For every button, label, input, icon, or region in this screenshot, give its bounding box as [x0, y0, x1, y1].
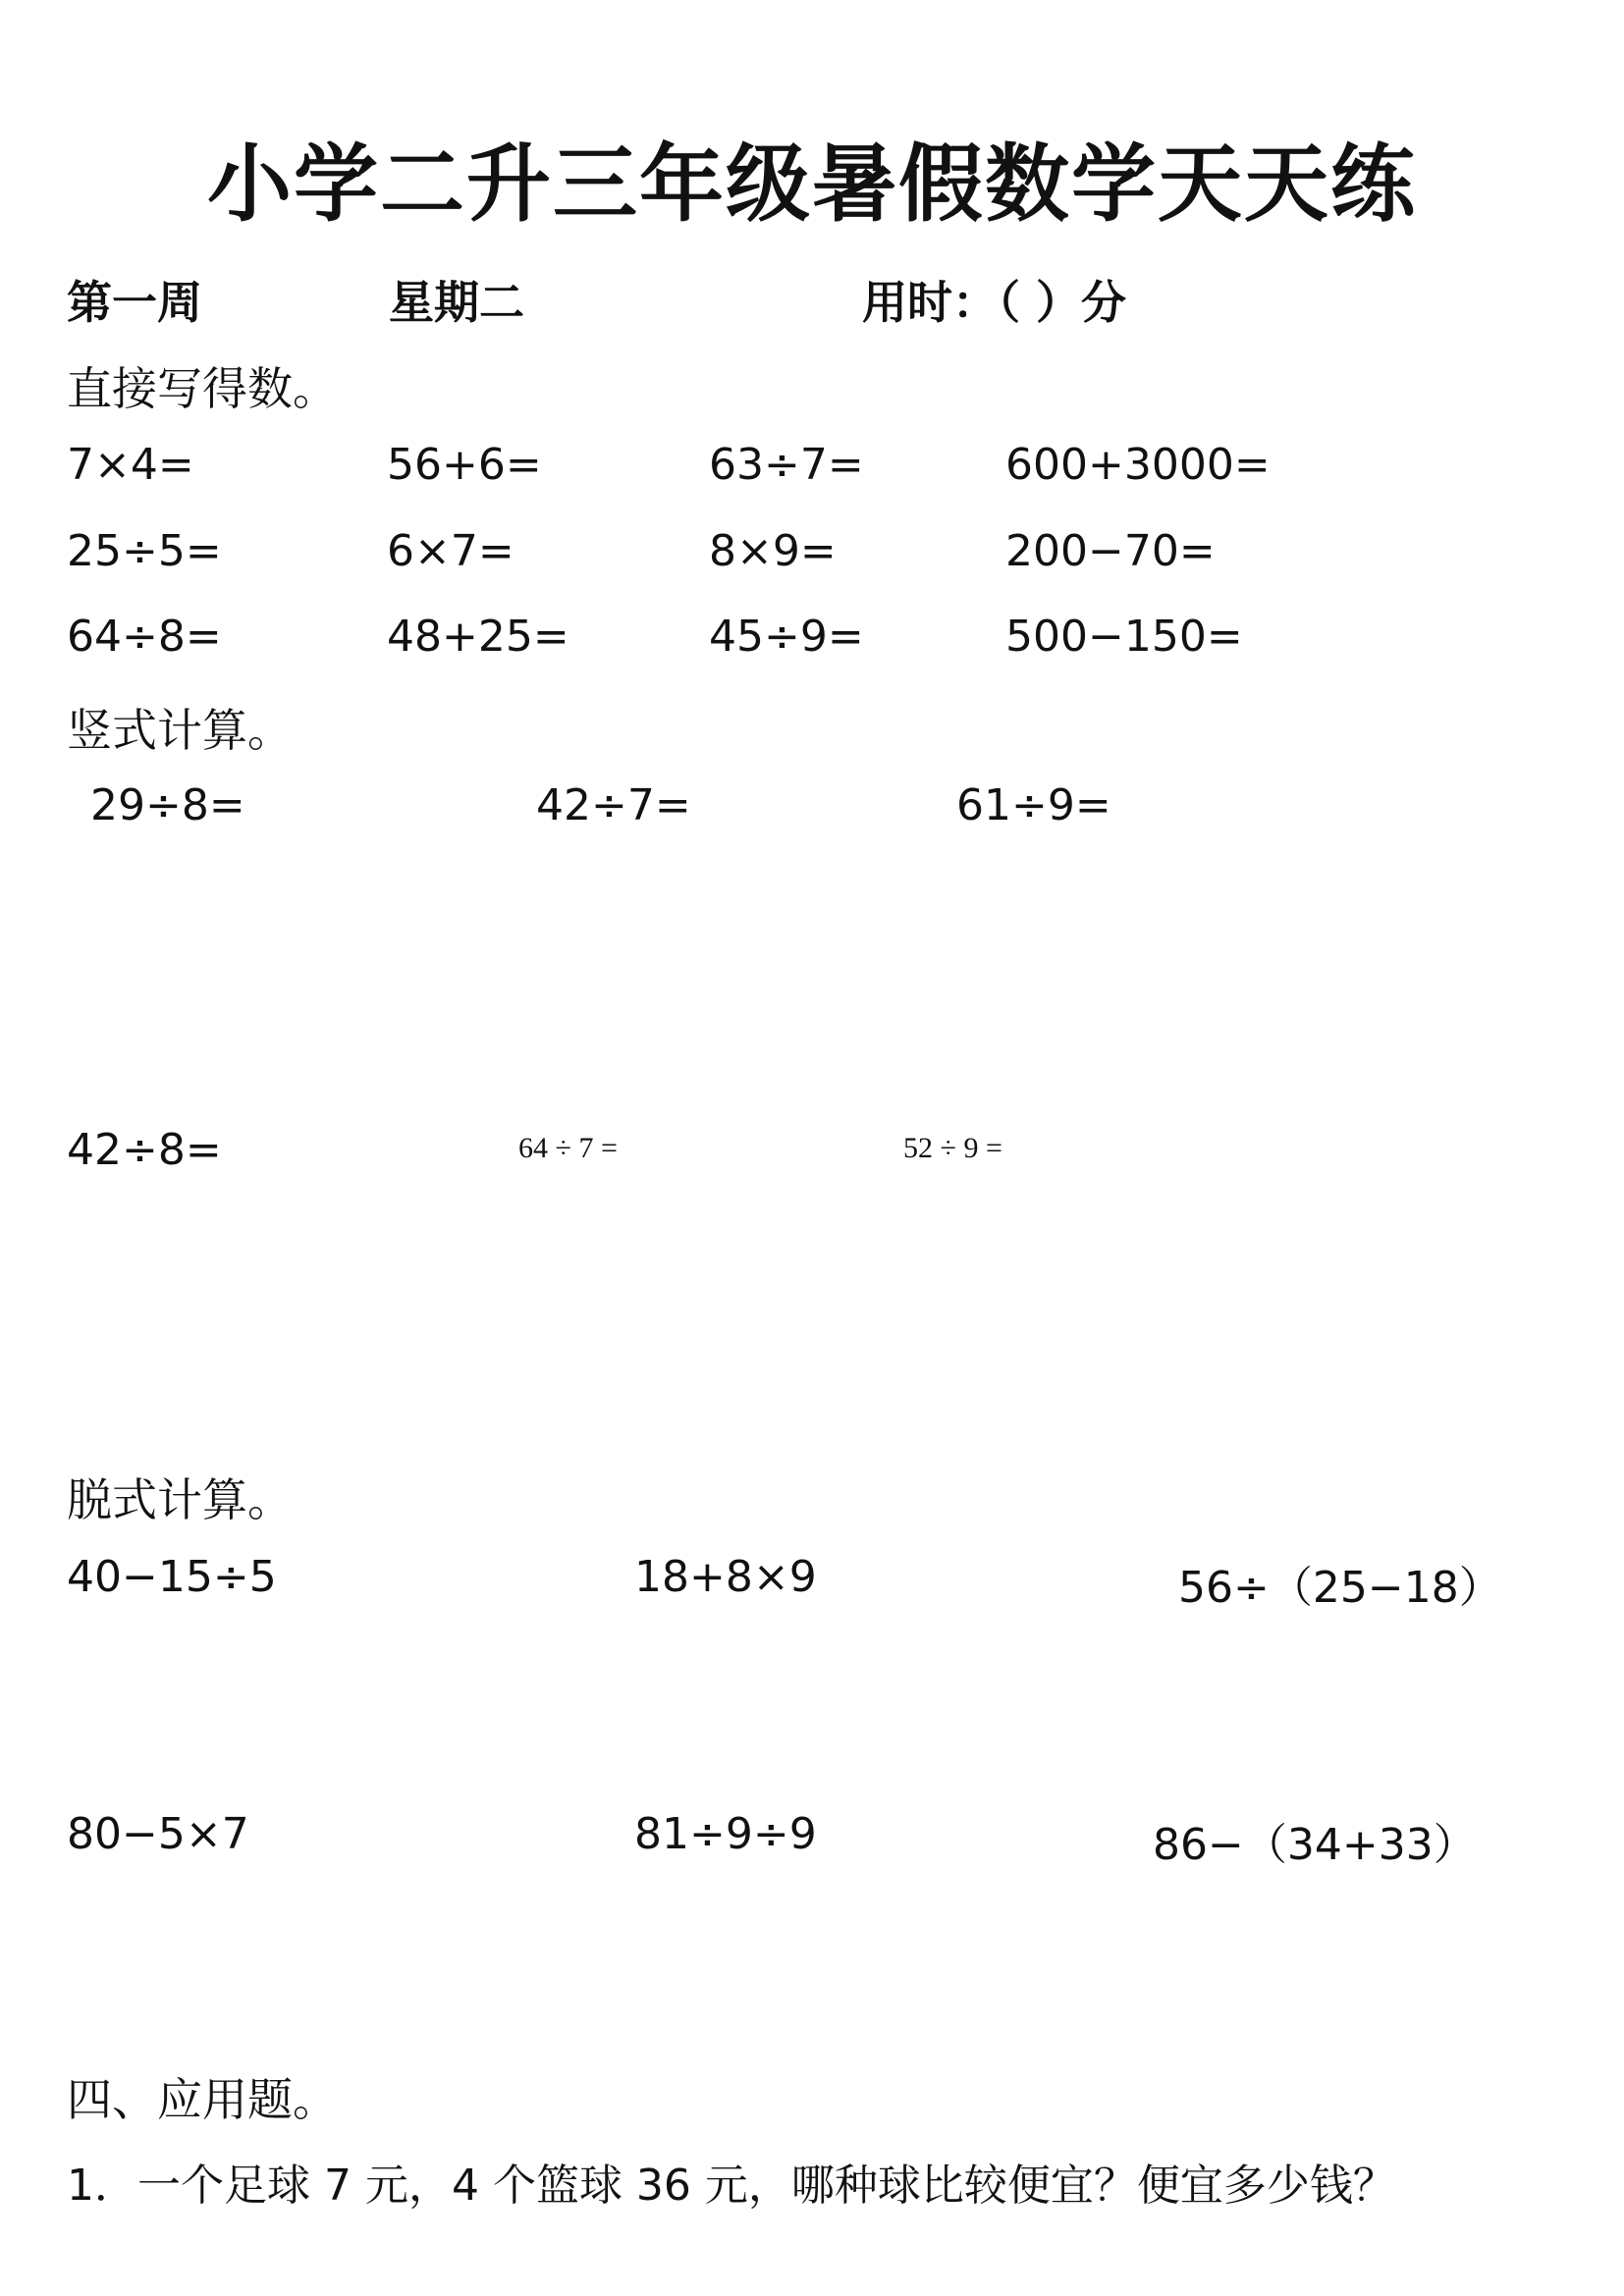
oral-item: 56+6= [387, 440, 542, 490]
vertical-calc-heading: 竖式计算。 [67, 704, 293, 757]
oral-item: 6×7= [387, 526, 514, 576]
oral-item: 45÷9= [709, 612, 864, 662]
week-label: 第一周 [67, 276, 202, 329]
vertical-item: 61÷9= [956, 780, 1111, 830]
oral-item: 25÷5= [67, 526, 222, 576]
stepwise-item: 80−5×7 [67, 1809, 249, 1859]
vertical-item: 64 ÷ 7 = [518, 1132, 618, 1164]
day-label: 星期二 [389, 276, 524, 329]
oral-item: 64÷8= [67, 612, 222, 662]
oral-item: 48+25= [387, 612, 569, 662]
time-spent-label: 用时：（ ）分 [862, 276, 1127, 329]
oral-item: 8×9= [709, 526, 837, 576]
stepwise-item: 86−（34+33） [1153, 1820, 1477, 1870]
stepwise-calc-heading: 脱式计算。 [67, 1473, 293, 1526]
application-question: 1．一个足球 7 元，4 个篮球 36 元，哪种球比较便宜？便宜多少钱？ [67, 2161, 1396, 2211]
oral-item: 500−150= [1005, 612, 1243, 662]
oral-item: 600+3000= [1005, 440, 1271, 490]
oral-item: 200−70= [1005, 526, 1216, 576]
stepwise-item: 40−15÷5 [67, 1552, 277, 1602]
oral-calc-heading: 直接写得数。 [67, 362, 338, 415]
vertical-item: 52 ÷ 9 = [903, 1132, 1002, 1164]
application-heading: 四、应用题。 [67, 2073, 338, 2126]
oral-item: 7×4= [67, 440, 194, 490]
page-title: 小学二升三年级暑假数学天天练 [207, 135, 1417, 234]
stepwise-item: 18+8×9 [634, 1552, 817, 1602]
oral-item: 63÷7= [709, 440, 864, 490]
vertical-item: 42÷7= [536, 780, 691, 830]
vertical-item: 29÷8= [90, 780, 245, 830]
stepwise-item: 56÷（25−18） [1178, 1563, 1502, 1613]
stepwise-item: 81÷9÷9 [634, 1809, 817, 1859]
vertical-item: 42÷8= [67, 1125, 222, 1175]
